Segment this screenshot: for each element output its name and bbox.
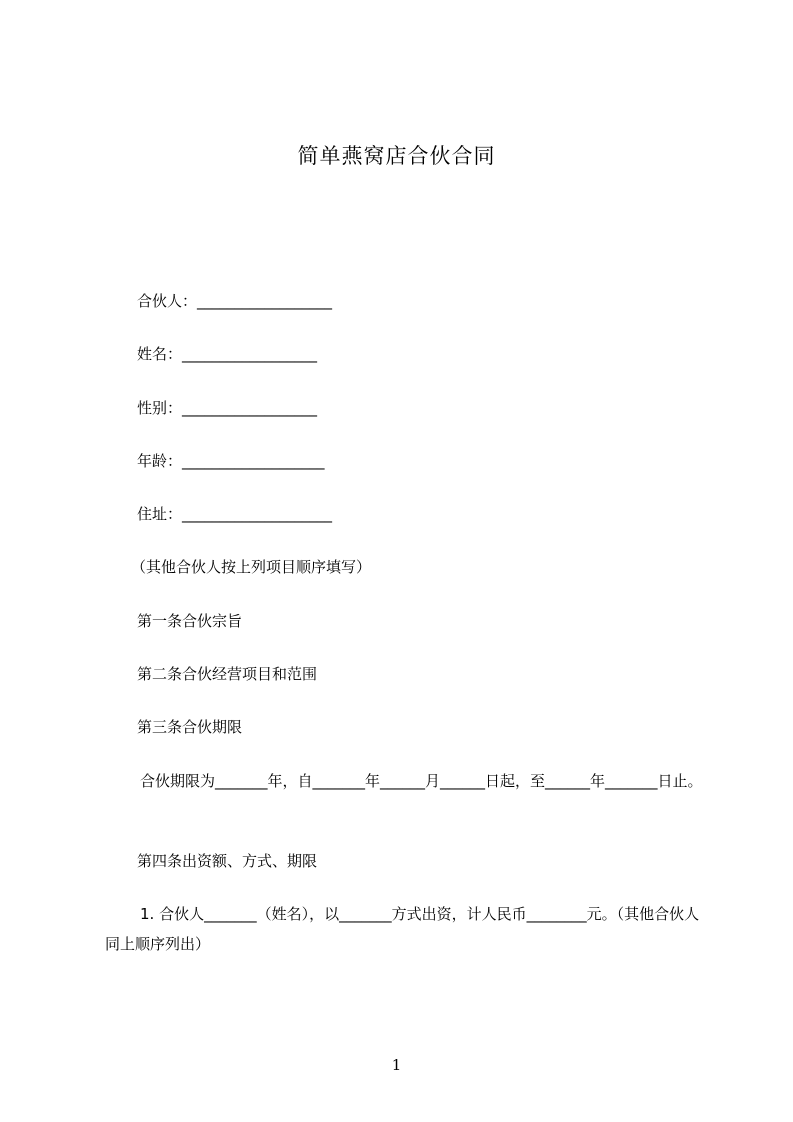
address-field: 住址：____________________ bbox=[137, 505, 333, 523]
article-4-heading: 第四条出资额、方式、期限 bbox=[137, 852, 318, 870]
article-1-heading: 第一条合伙宗旨 bbox=[137, 612, 243, 630]
partner-field: 合伙人：__________________ bbox=[137, 292, 333, 310]
article-3-body: 合伙期限为_______年，自_______年______月______日起，至______年_______日止。 bbox=[140, 772, 703, 790]
page-number: 1 bbox=[391, 1056, 402, 1074]
article-3-heading: 第三条合伙期限 bbox=[137, 718, 243, 736]
fill-in-note: （其他合伙人按上列项目顺序填写） bbox=[131, 558, 372, 576]
age-field: 年龄：___________________ bbox=[137, 452, 325, 470]
article-4-item-1: 1. 合伙人_______（姓名），以_______方式出资，计人民币________元。（其他合伙人同上顺序列出） bbox=[105, 905, 700, 953]
gender-field: 性别：__________________ bbox=[137, 399, 318, 417]
document-title: 简单燕窝店合伙合同 bbox=[297, 144, 496, 168]
article-2-heading: 第二条合伙经营项目和范围 bbox=[137, 665, 318, 683]
name-field: 姓名：__________________ bbox=[137, 345, 318, 363]
